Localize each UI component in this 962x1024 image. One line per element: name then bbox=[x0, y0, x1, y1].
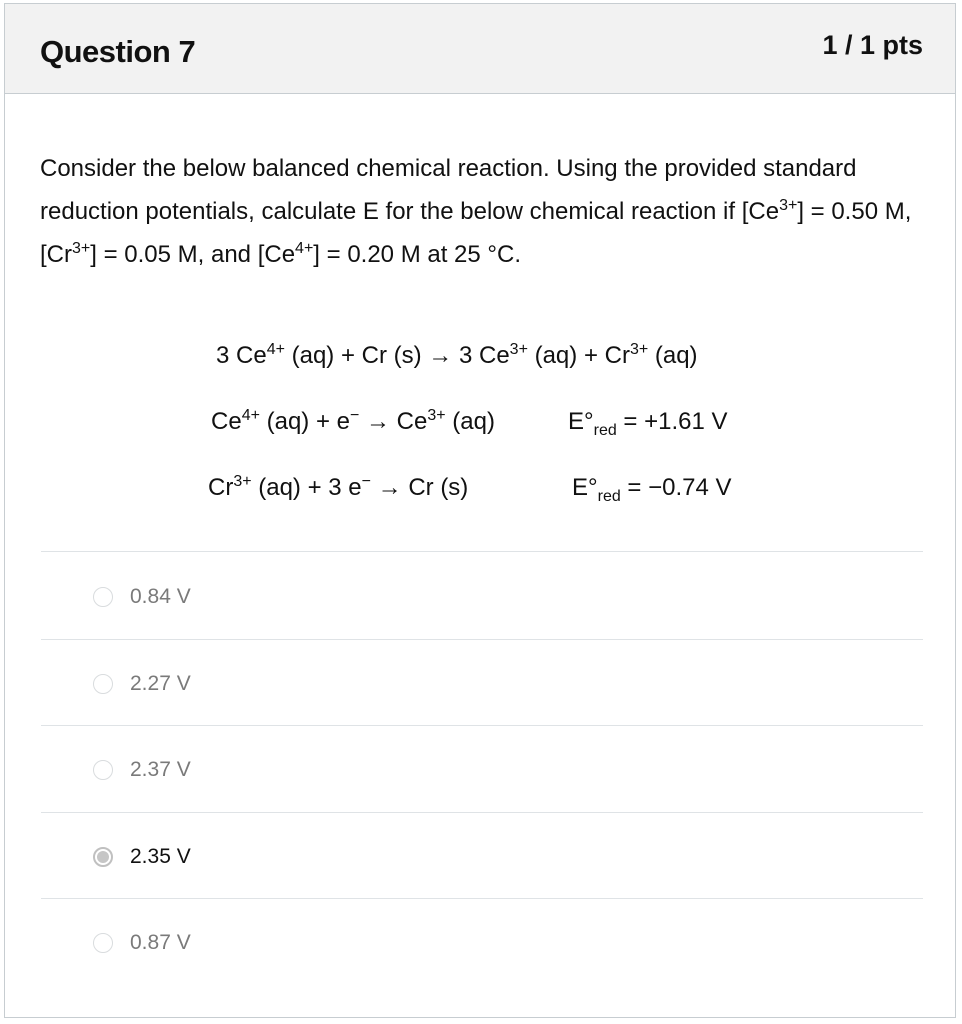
divider bbox=[41, 551, 923, 552]
superscript: 3+ bbox=[427, 407, 446, 424]
text-segment: (aq) + Cr bbox=[527, 342, 630, 369]
overall-reaction bbox=[216, 342, 698, 370]
answer-option[interactable] bbox=[93, 664, 191, 704]
radio-unselected[interactable] bbox=[93, 933, 113, 953]
superscript: − bbox=[349, 407, 360, 424]
superscript: 3+ bbox=[72, 240, 91, 257]
half-reaction-ce bbox=[211, 408, 495, 436]
subscript: red bbox=[593, 422, 617, 439]
question-points: 1 / 1 pts bbox=[822, 30, 923, 60]
text-segment: → Cr (s) bbox=[370, 474, 469, 501]
text-segment: = +1.61 V bbox=[616, 408, 728, 435]
text-segment: Cr bbox=[208, 474, 234, 501]
text-segment: 3 Ce bbox=[216, 342, 267, 369]
text-segment: E° bbox=[572, 474, 598, 501]
text-segment: ] = 0.50 M, [Cr bbox=[40, 198, 912, 268]
answer-option[interactable] bbox=[93, 837, 191, 877]
radio-unselected[interactable] bbox=[93, 674, 113, 694]
answer-option-label: 2.37 V bbox=[130, 758, 191, 781]
answer-option[interactable] bbox=[93, 750, 191, 790]
text-segment: (aq) bbox=[648, 342, 698, 369]
text-segment: (aq) + e bbox=[259, 408, 350, 435]
divider bbox=[41, 639, 923, 640]
question-title: Question 7 bbox=[40, 34, 196, 69]
text-segment: (aq) + 3 e bbox=[251, 474, 362, 501]
text-segment: (aq) + Cr (s) → 3 Ce bbox=[284, 342, 510, 369]
superscript: 4+ bbox=[266, 341, 285, 358]
subscript: red bbox=[597, 488, 621, 505]
text-segment: → Ce bbox=[359, 408, 428, 435]
superscript: 3+ bbox=[233, 473, 252, 490]
answer-option-label: 2.27 V bbox=[130, 671, 191, 695]
radio-selected[interactable] bbox=[93, 847, 113, 867]
potential-ce bbox=[568, 408, 728, 439]
text-segment: E° bbox=[568, 408, 594, 435]
answer-option-label: 2.35 V bbox=[130, 844, 191, 868]
answer-option-label: 0.87 V bbox=[130, 931, 191, 954]
answer-option[interactable] bbox=[93, 923, 191, 963]
text-segment: Ce bbox=[211, 408, 242, 435]
radio-unselected[interactable] bbox=[93, 587, 113, 607]
superscript: 4+ bbox=[241, 407, 260, 424]
potential-cr bbox=[572, 474, 732, 505]
superscript: 3+ bbox=[779, 197, 798, 214]
divider bbox=[41, 725, 923, 726]
text-segment: ] = 0.20 M at 25 °C. bbox=[313, 241, 521, 268]
superscript: 4+ bbox=[295, 240, 314, 257]
divider bbox=[41, 812, 923, 813]
text-segment: = −0.74 V bbox=[620, 474, 732, 501]
text-segment: (aq) bbox=[445, 408, 495, 435]
text-segment: Consider the below balanced chemical reaction. Using the provided standard reduction potentials, calculate E for the below chemical reaction if [Ce bbox=[40, 155, 857, 225]
answer-option-label: 0.84 V bbox=[130, 585, 191, 608]
superscript: 3+ bbox=[629, 341, 649, 358]
radio-unselected[interactable] bbox=[93, 760, 113, 780]
answer-option[interactable] bbox=[93, 577, 191, 617]
question-text bbox=[40, 147, 920, 276]
question-card bbox=[4, 3, 956, 1018]
question-header bbox=[5, 4, 955, 94]
superscript: 3+ bbox=[509, 341, 528, 358]
half-reaction-cr bbox=[208, 474, 468, 502]
superscript: − bbox=[361, 473, 371, 490]
text-segment: ] = 0.05 M, and [Ce bbox=[90, 241, 296, 268]
divider bbox=[41, 898, 923, 899]
